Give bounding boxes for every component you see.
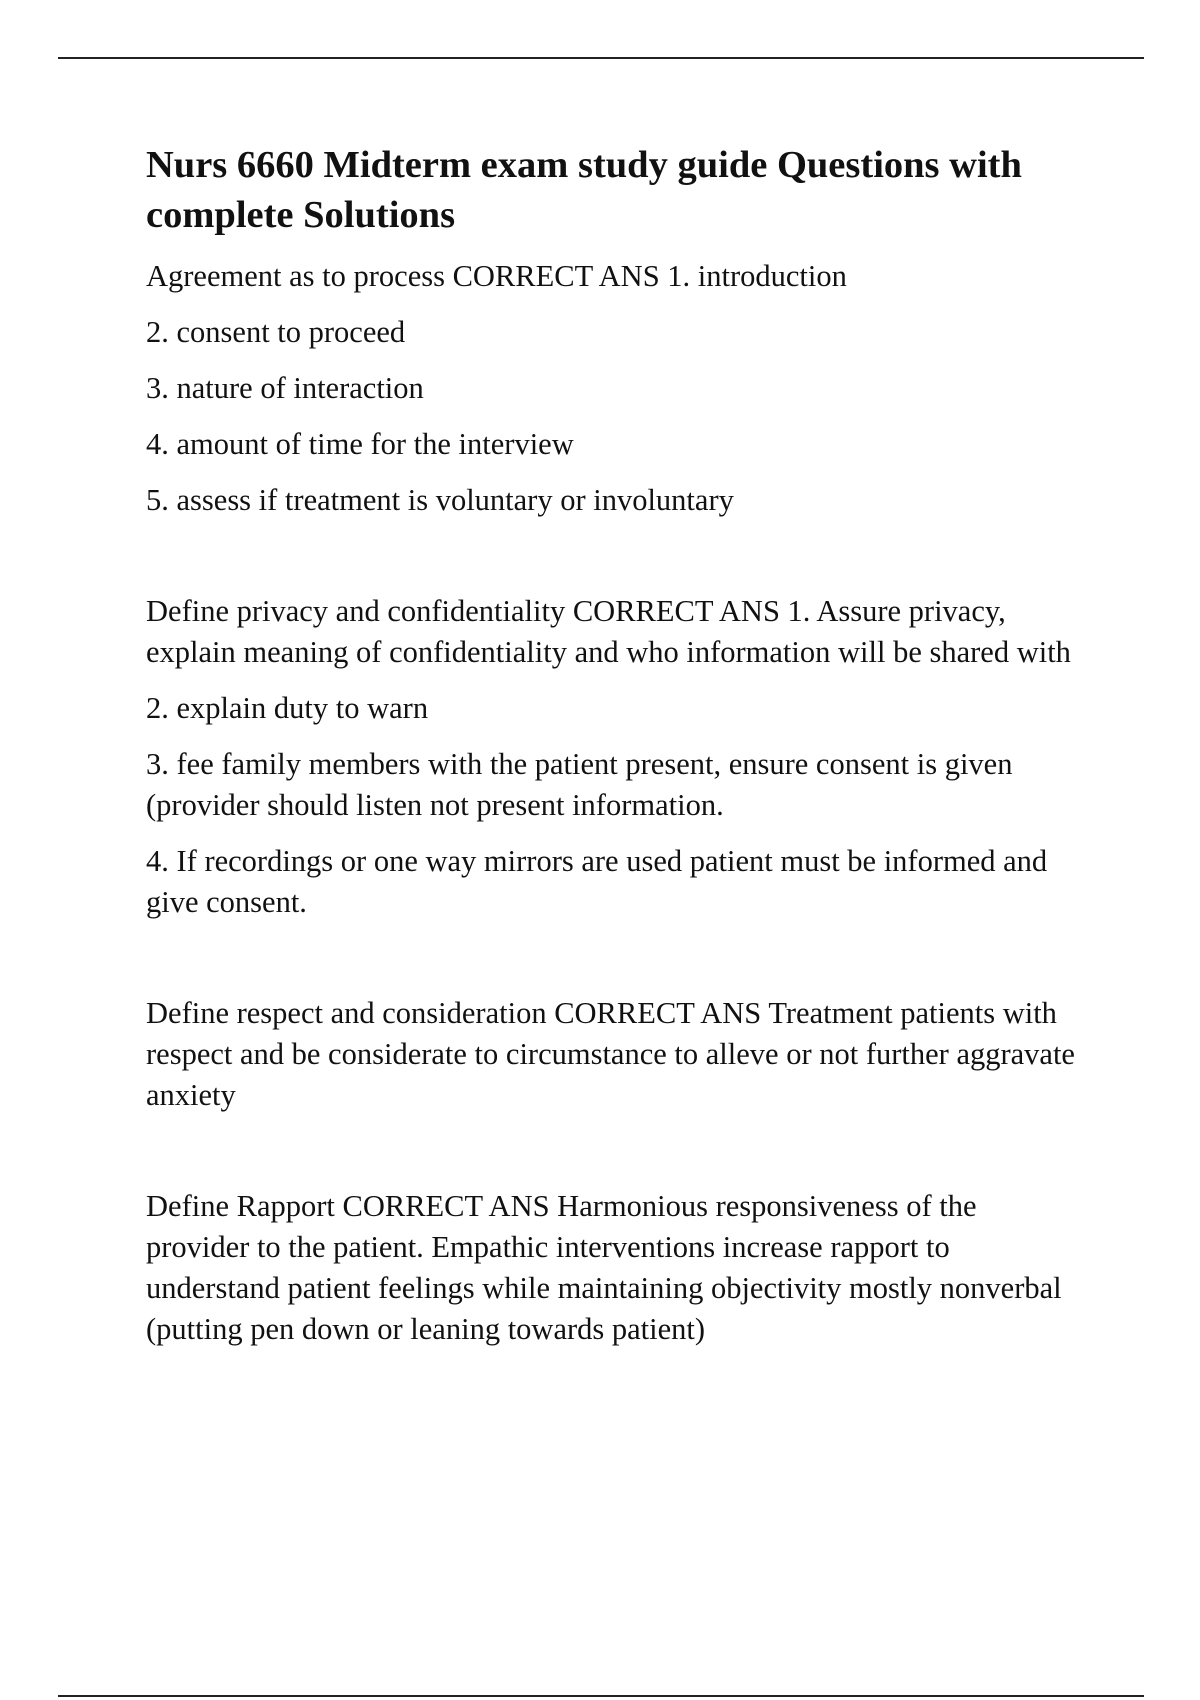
section-spacer	[146, 1131, 1086, 1186]
section-line: 5. assess if treatment is voluntary or involuntary	[146, 483, 734, 517]
section-line: Agreement as to process CORRECT ANS 1. introduction	[146, 259, 847, 293]
section-spacer	[146, 938, 1086, 993]
section-line: 2. explain duty to warn	[146, 691, 429, 725]
section-line: 3. nature of interaction	[146, 371, 424, 405]
document-title: Nurs 6660 Midterm exam study guide Questions with complete Solutions	[146, 144, 1022, 236]
section-line: 3. fee family members with the patient present, ensure consent is given (provider should listen not present information.	[146, 747, 1013, 822]
qa-section-privacy	[146, 591, 1086, 923]
document-body	[146, 140, 1086, 1365]
top-rule	[58, 57, 1144, 59]
section-spacer	[146, 536, 1086, 591]
qa-section-rapport	[146, 1186, 1086, 1350]
section-line: Define privacy and confidentiality CORRECT ANS 1. Assure privacy, explain meaning of confidentiality and who information will be shared with	[146, 594, 1071, 669]
section-line: Define respect and consideration CORRECT ANS Treatment patients with respect and be considerate to circumstance to alleve or not further aggravate anxiety	[146, 996, 1075, 1112]
section-line: 4. If recordings or one way mirrors are used patient must be informed and give consent.	[146, 844, 1048, 919]
bottom-rule	[58, 1695, 1144, 1697]
section-line: Define Rapport CORRECT ANS Harmonious responsiveness of the provider to the patient. Empathic interventions increase rapport to understand patient feelings while maintaining objectivity mostly nonverbal (putting pen down or leaning towards patient)	[146, 1189, 1062, 1346]
qa-section-respect	[146, 993, 1086, 1116]
section-line: 4. amount of time for the interview	[146, 427, 574, 461]
section-line: 2. consent to proceed	[146, 315, 406, 349]
qa-section-agreement	[146, 256, 1086, 521]
